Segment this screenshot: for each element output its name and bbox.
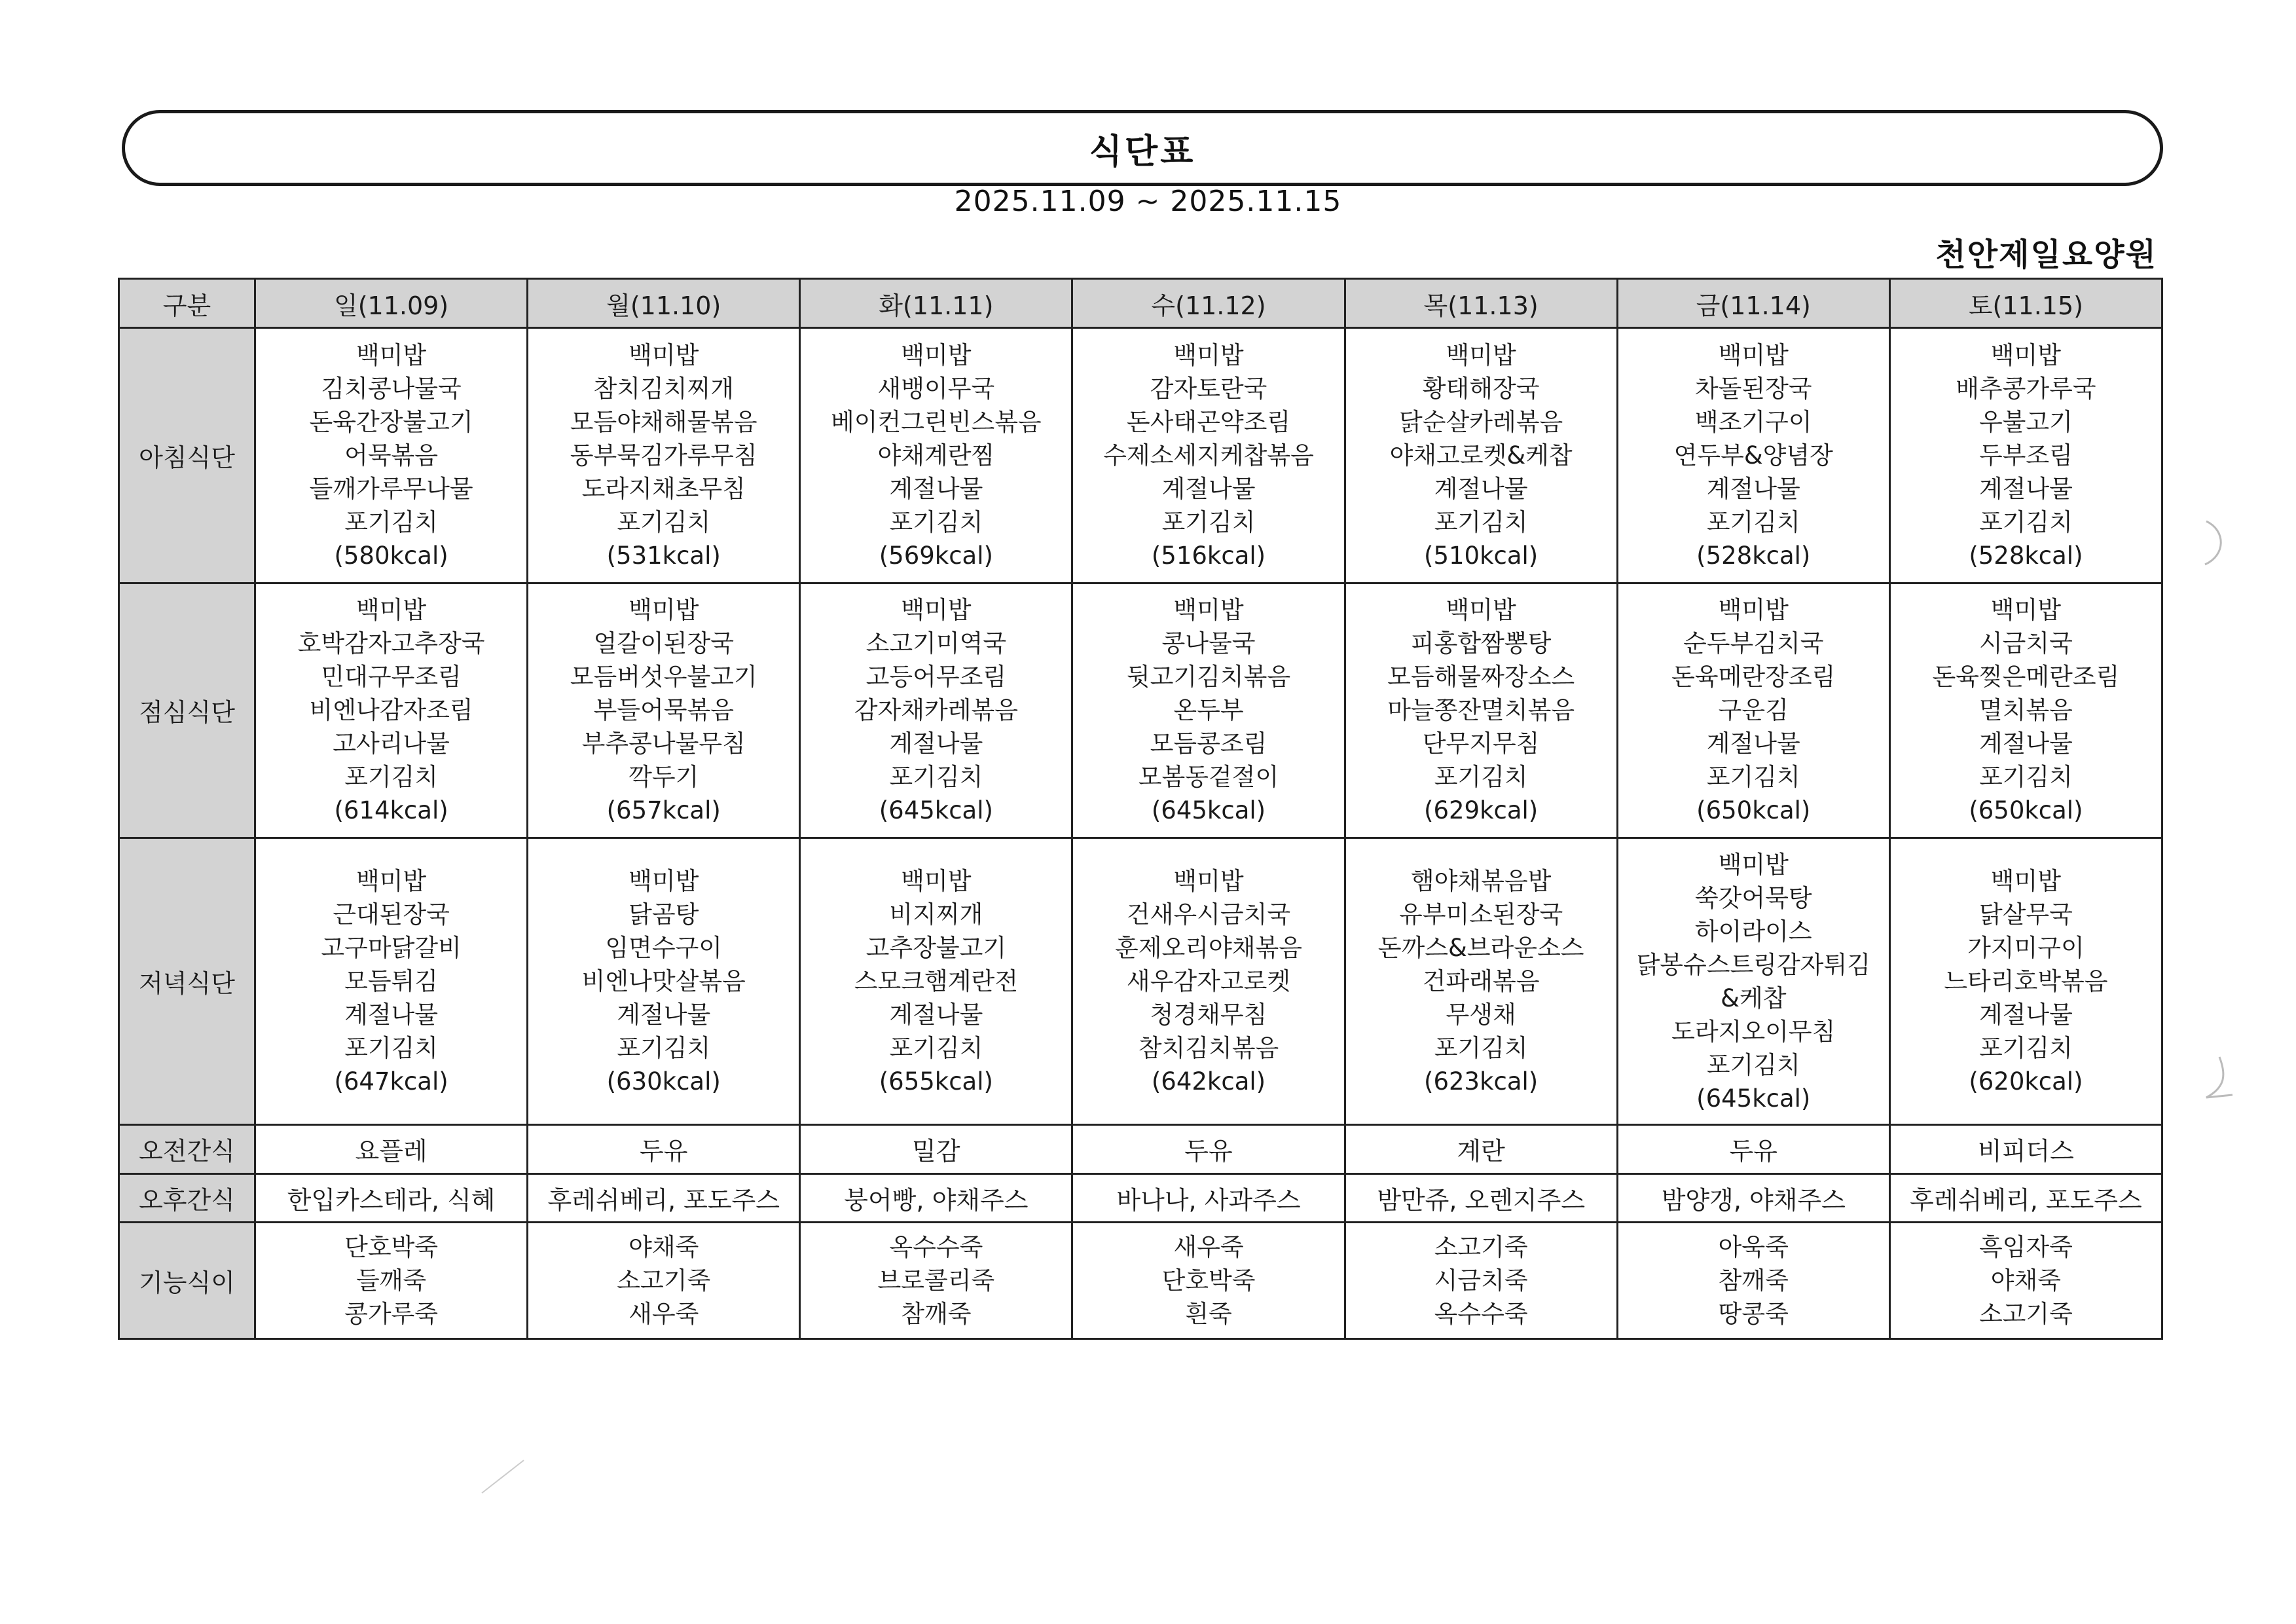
menu-cell — [1345, 1125, 1617, 1174]
menu-item: 새우감자고로켓 — [1126, 967, 1291, 996]
menu-item: 계란 — [1457, 1137, 1505, 1166]
calorie-value: (510kcal) — [1424, 541, 1539, 570]
row-label: 오전간식 — [119, 1125, 255, 1174]
menu-item: 포기김치 — [889, 1034, 983, 1063]
menu-item: 백미밥 — [1446, 596, 1516, 625]
menu-item: 감자토란국 — [1150, 374, 1267, 403]
menu-item: 차돌된장국 — [1694, 374, 1812, 403]
menu-item: 계절나물 — [1706, 474, 1800, 503]
menu-item: 야채죽 — [629, 1233, 699, 1262]
menu-cell — [255, 838, 528, 1125]
menu-item: 순두부김치국 — [1683, 629, 1824, 658]
menu-item: 붕어빵, 야채주스 — [844, 1186, 1029, 1215]
menu-item: 돈사태곤약조림 — [1126, 407, 1291, 436]
menu-item: 도라지오이무침 — [1671, 1017, 1836, 1046]
menu-item: 유부미소된장국 — [1399, 900, 1563, 929]
calorie-value: (657kcal) — [606, 796, 721, 825]
menu-cell — [255, 1173, 528, 1223]
menu-item: 계절나물 — [1978, 729, 2073, 758]
menu-item: 계절나물 — [1161, 474, 1256, 503]
calorie-value: (580kcal) — [334, 541, 448, 570]
menu-item: 계절나물 — [1978, 1001, 2073, 1029]
menu-item: 야채고로켓&케찹 — [1389, 441, 1573, 470]
menu-item: 콩가루죽 — [344, 1300, 439, 1329]
menu-item: 백미밥 — [901, 867, 972, 896]
menu-item: 베이컨그린빈스볶음 — [831, 407, 1042, 436]
menu-item: 돈육찢은메란조림 — [1932, 663, 2120, 692]
scan-artifact-mark — [2200, 517, 2239, 570]
menu-item: 계절나물 — [1706, 729, 1800, 758]
page-title: 식단표 — [1089, 132, 1196, 172]
menu-item: 모듬야채해물볶음 — [570, 407, 757, 436]
menu-item: 백미밥 — [355, 341, 427, 369]
menu-cell — [1617, 838, 1889, 1125]
menu-item: 백미밥 — [1990, 867, 2062, 896]
menu-cell — [255, 328, 528, 583]
menu-item: 구운김 — [1718, 696, 1789, 725]
menu-item: 참치김치볶음 — [1138, 1034, 1279, 1063]
menu-item: 우불고기 — [1978, 407, 2073, 436]
menu-item: 닭곰탕 — [629, 900, 699, 929]
calorie-value: (569kcal) — [879, 541, 993, 570]
afternoon-snack-row — [119, 1173, 2162, 1223]
calorie-value: (645kcal) — [1696, 1084, 1811, 1113]
menu-item: 모듬콩조림 — [1150, 729, 1267, 758]
menu-item: 민대구무조림 — [321, 663, 462, 692]
menu-item: 어묵볶음 — [344, 441, 439, 470]
menu-cell — [800, 328, 1072, 583]
menu-item: 소고기죽 — [1978, 1300, 2073, 1329]
menu-cell — [1889, 1173, 2162, 1223]
menu-cell — [1072, 583, 1345, 838]
menu-item: 도라지채초무침 — [581, 474, 746, 503]
menu-cell — [1889, 1125, 2162, 1174]
menu-item: 깍두기 — [629, 763, 699, 792]
menu-item: 동부묵김가루무침 — [570, 441, 757, 470]
meal-plan-table — [118, 278, 2163, 1340]
menu-item: 포기김치 — [1978, 763, 2073, 792]
menu-item: 건파래볶음 — [1422, 967, 1540, 996]
menu-item: 백미밥 — [1173, 867, 1244, 896]
menu-item: 백미밥 — [355, 867, 427, 896]
calorie-value: (528kcal) — [1969, 541, 2083, 570]
menu-item: 돈육메란장조림 — [1671, 663, 1836, 692]
menu-item: 야채계란찜 — [877, 441, 995, 470]
calorie-value: (516kcal) — [1151, 541, 1266, 570]
menu-cell — [528, 838, 800, 1125]
menu-item: 비엔나감자조림 — [309, 696, 473, 725]
menu-cell — [528, 1125, 800, 1174]
calorie-value: (645kcal) — [879, 796, 993, 825]
menu-item: 멸치볶음 — [1978, 696, 2073, 725]
menu-item: 포기김치 — [889, 763, 983, 792]
menu-item: 참치김치찌개 — [593, 374, 734, 403]
menu-item: 계절나물 — [1978, 474, 2073, 503]
menu-item: 두유 — [640, 1137, 688, 1166]
menu-item: 두유 — [1729, 1137, 1777, 1166]
menu-cell — [1345, 1173, 1617, 1223]
day-header: 월(11.10) — [528, 279, 800, 328]
menu-item: 임면수구이 — [605, 934, 723, 963]
menu-item: 소고기죽 — [1434, 1233, 1528, 1262]
menu-item: 포기김치 — [344, 763, 439, 792]
menu-item: 포기김치 — [1978, 507, 2073, 536]
row-label: 점심식단 — [119, 583, 255, 838]
menu-cell — [528, 583, 800, 838]
menu-item: 한입카스테라, 식혜 — [287, 1186, 496, 1215]
menu-item: 백미밥 — [1990, 341, 2062, 369]
menu-item: 포기김치 — [1161, 507, 1256, 536]
menu-cell — [800, 1223, 1072, 1339]
menu-cell — [1889, 838, 2162, 1125]
menu-item: 포기김치 — [1434, 1034, 1528, 1063]
day-header: 목(11.13) — [1345, 279, 1617, 328]
menu-cell — [1617, 1223, 1889, 1339]
menu-cell — [1345, 1223, 1617, 1339]
menu-item: 뒷고기김치볶음 — [1126, 663, 1291, 692]
corner-label: 구분 — [119, 279, 255, 328]
menu-item: 새뱅이무국 — [877, 374, 995, 403]
menu-item: 건새우시금치국 — [1126, 900, 1291, 929]
menu-item: 계절나물 — [889, 729, 983, 758]
menu-item: 두부조림 — [1978, 441, 2073, 470]
menu-item: 마늘쫑잔멸치볶음 — [1387, 696, 1575, 725]
menu-item: 부추콩나물무침 — [581, 729, 746, 758]
calorie-value: (623kcal) — [1424, 1067, 1539, 1096]
menu-cell — [528, 1223, 800, 1339]
menu-item: 참깨죽 — [1718, 1266, 1789, 1295]
menu-item: 돈까스&브라운소스 — [1377, 934, 1584, 963]
menu-cell — [255, 1125, 528, 1174]
menu-item: 포기김치 — [344, 1034, 439, 1063]
menu-item: 계절나물 — [344, 1001, 439, 1029]
menu-item: 포기김치 — [617, 507, 711, 536]
menu-item: 닭순살카레볶음 — [1399, 407, 1563, 436]
menu-item: 수제소세지케찹볶음 — [1103, 441, 1314, 470]
menu-item: 피홍합짬뽕탕 — [1410, 629, 1552, 658]
menu-item: 얼갈이된장국 — [593, 629, 734, 658]
dinner-row — [119, 838, 2162, 1125]
functional-diet-row — [119, 1223, 2162, 1339]
menu-item: 모듬버섯우불고기 — [570, 663, 757, 692]
menu-item: 새우죽 — [629, 1300, 699, 1329]
menu-cell — [1072, 1173, 1345, 1223]
menu-item: 백미밥 — [1718, 850, 1789, 879]
menu-item: 밤만쥬, 오렌지주스 — [1377, 1186, 1586, 1215]
menu-item: 포기김치 — [1434, 763, 1528, 792]
menu-item: 고구마닭갈비 — [321, 934, 462, 963]
menu-item: 백미밥 — [629, 596, 699, 625]
menu-item: 시금치죽 — [1434, 1266, 1528, 1295]
menu-item: 가지미구이 — [1967, 934, 2085, 963]
morning-snack-row — [119, 1125, 2162, 1174]
menu-item: 김치콩나물국 — [321, 374, 462, 403]
menu-item: 새우죽 — [1173, 1233, 1244, 1262]
menu-item: 근대된장국 — [333, 900, 450, 929]
menu-cell — [800, 583, 1072, 838]
menu-item: 백미밥 — [1718, 596, 1789, 625]
menu-item: 단호박죽 — [1161, 1266, 1256, 1295]
day-header: 토(11.15) — [1889, 279, 2162, 328]
menu-item: 계절나물 — [889, 474, 983, 503]
menu-item: 훈제오리야채볶음 — [1115, 934, 1302, 963]
menu-item: 들깨죽 — [355, 1266, 427, 1295]
menu-item: 소고기죽 — [617, 1266, 711, 1295]
calorie-value: (630kcal) — [606, 1067, 721, 1096]
organization-name: 천안제일요양원 — [1935, 236, 2157, 273]
menu-item: 바나나, 사과주스 — [1116, 1186, 1301, 1215]
menu-item: 고추장불고기 — [866, 934, 1007, 963]
menu-cell — [1345, 838, 1617, 1125]
menu-item: 느타리호박볶음 — [1944, 967, 2108, 996]
table-header-row — [119, 279, 2162, 328]
menu-cell — [255, 1223, 528, 1339]
menu-item: 계절나물 — [617, 1001, 711, 1029]
calorie-value: (642kcal) — [1151, 1067, 1266, 1096]
menu-item: 백미밥 — [1990, 596, 2062, 625]
calorie-value: (528kcal) — [1696, 541, 1811, 570]
menu-cell — [800, 838, 1072, 1125]
menu-cell — [1072, 1223, 1345, 1339]
menu-item: 땅콩죽 — [1718, 1300, 1789, 1329]
menu-cell — [800, 1173, 1072, 1223]
menu-item: 백조기구이 — [1694, 407, 1812, 436]
calorie-value: (614kcal) — [334, 796, 448, 825]
menu-item: 옥수수죽 — [1434, 1300, 1528, 1329]
menu-item: 청경채무침 — [1150, 1001, 1267, 1029]
menu-cell — [1889, 1223, 2162, 1339]
menu-item: 백미밥 — [1718, 341, 1789, 369]
calorie-value: (531kcal) — [606, 541, 721, 570]
menu-item: 백미밥 — [629, 341, 699, 369]
table-body — [119, 328, 2162, 1339]
menu-cell — [1345, 328, 1617, 583]
menu-item: 모듬해물짜장소스 — [1387, 663, 1575, 692]
menu-item: 옥수수죽 — [889, 1233, 983, 1262]
menu-item: 계절나물 — [889, 1001, 983, 1029]
menu-cell — [528, 328, 800, 583]
menu-item: 두유 — [1184, 1137, 1233, 1166]
menu-item: 백미밥 — [629, 867, 699, 896]
menu-item: 무생채 — [1446, 1001, 1516, 1029]
menu-item: 포기김치 — [1978, 1034, 2073, 1063]
menu-item: 비지찌개 — [889, 900, 983, 929]
menu-item: 들깨가루무나물 — [309, 474, 473, 503]
menu-item: 백미밥 — [1173, 341, 1244, 369]
menu-item: 소고기미역국 — [866, 629, 1007, 658]
menu-item: 모듬튀김 — [344, 967, 439, 996]
menu-cell — [1617, 1173, 1889, 1223]
menu-item: 스모크햄계란전 — [854, 967, 1018, 996]
menu-item: 흑임자죽 — [1978, 1233, 2073, 1262]
menu-item: 단호박죽 — [344, 1233, 439, 1262]
calorie-value: (620kcal) — [1969, 1067, 2083, 1096]
menu-item: 포기김치 — [1706, 507, 1800, 536]
breakfast-row — [119, 328, 2162, 583]
day-header: 일(11.09) — [255, 279, 528, 328]
menu-item: 백미밥 — [901, 596, 972, 625]
menu-cell — [800, 1125, 1072, 1174]
menu-cell — [255, 583, 528, 838]
menu-item: 황태해장국 — [1422, 374, 1540, 403]
menu-cell — [1345, 583, 1617, 838]
menu-item: 계절나물 — [1434, 474, 1528, 503]
menu-cell — [528, 1173, 800, 1223]
menu-item: 배추콩가루국 — [1956, 374, 2096, 403]
menu-item: 포기김치 — [889, 507, 983, 536]
menu-item: 하이라이스 — [1694, 917, 1812, 946]
row-label: 아침식단 — [119, 328, 255, 583]
menu-item: 백미밥 — [355, 596, 427, 625]
menu-item: 비엔나맛살볶음 — [581, 967, 746, 996]
menu-item: 호박감자고추장국 — [297, 629, 485, 658]
menu-item: 백미밥 — [1173, 596, 1244, 625]
menu-item: 연두부&양념장 — [1673, 441, 1833, 470]
calorie-value: (650kcal) — [1696, 796, 1811, 825]
menu-item: 감자채카레볶음 — [854, 696, 1018, 725]
menu-item: 부들어묵볶음 — [593, 696, 734, 725]
menu-item: 아욱죽 — [1718, 1233, 1789, 1262]
menu-cell — [1072, 328, 1345, 583]
menu-item: 포기김치 — [1434, 507, 1528, 536]
menu-item: 돈육간장불고기 — [309, 407, 473, 436]
calorie-value: (655kcal) — [879, 1067, 993, 1096]
menu-item: 온두부 — [1173, 696, 1244, 725]
menu-item: 포기김치 — [617, 1034, 711, 1063]
calorie-value: (647kcal) — [334, 1067, 448, 1096]
scan-artifact-mark — [2200, 1054, 2246, 1107]
calorie-value: (629kcal) — [1424, 796, 1539, 825]
menu-cell — [1072, 1125, 1345, 1174]
menu-item: 햄야채볶음밥 — [1410, 867, 1552, 896]
menu-item: 포기김치 — [344, 507, 439, 536]
menu-cell — [1617, 328, 1889, 583]
row-label: 오후간식 — [119, 1173, 255, 1223]
menu-item: 모봄동겉절이 — [1138, 763, 1279, 792]
menu-item: 고등어무조림 — [866, 663, 1007, 692]
menu-item: 포기김치 — [1706, 763, 1800, 792]
scan-artifact-mark — [478, 1454, 537, 1500]
menu-cell — [1889, 328, 2162, 583]
menu-item: 비피더스 — [1978, 1137, 2074, 1166]
menu-item: 밀감 — [912, 1137, 960, 1166]
menu-item: 흰죽 — [1185, 1300, 1232, 1329]
calorie-value: (650kcal) — [1969, 796, 2083, 825]
menu-cell — [1889, 583, 2162, 838]
menu-cell — [1617, 583, 1889, 838]
menu-item: 참깨죽 — [901, 1300, 972, 1329]
menu-cell — [1072, 838, 1345, 1125]
menu-item: 고사리나물 — [333, 729, 450, 758]
row-label: 저녁식단 — [119, 838, 255, 1125]
day-header: 수(11.12) — [1072, 279, 1345, 328]
menu-item: 시금치국 — [1978, 629, 2073, 658]
menu-item: 후레쉬베리, 포도주스 — [547, 1186, 780, 1215]
row-label: 기능식이 — [119, 1223, 255, 1339]
menu-item: 브로콜리죽 — [877, 1266, 995, 1295]
menu-item: 백미밥 — [901, 341, 972, 369]
title-banner — [122, 110, 2163, 186]
menu-item: 요플레 — [355, 1137, 428, 1166]
menu-item: 콩나물국 — [1161, 629, 1256, 658]
menu-cell — [1617, 1125, 1889, 1174]
menu-item: 밤양갱, 야채주스 — [1661, 1186, 1846, 1215]
menu-item: 야채죽 — [1990, 1266, 2062, 1295]
day-header: 화(11.11) — [800, 279, 1072, 328]
menu-item: 쑥갓어묵탕 — [1694, 883, 1812, 912]
menu-item: 후레쉬베리, 포도주스 — [1910, 1186, 2142, 1215]
menu-item: 포기김치 — [1706, 1050, 1800, 1079]
menu-item: 닭살무국 — [1978, 900, 2073, 929]
date-range: 2025.11.09 ~ 2025.11.15 — [954, 185, 1342, 218]
menu-item: &케찹 — [1721, 984, 1787, 1012]
menu-item: 단무지무침 — [1422, 729, 1540, 758]
calorie-value: (645kcal) — [1151, 796, 1266, 825]
menu-item: 백미밥 — [1446, 341, 1516, 369]
menu-item: 닭봉슈스트링감자튀김 — [1636, 950, 1870, 979]
lunch-row — [119, 583, 2162, 838]
day-header: 금(11.14) — [1617, 279, 1889, 328]
